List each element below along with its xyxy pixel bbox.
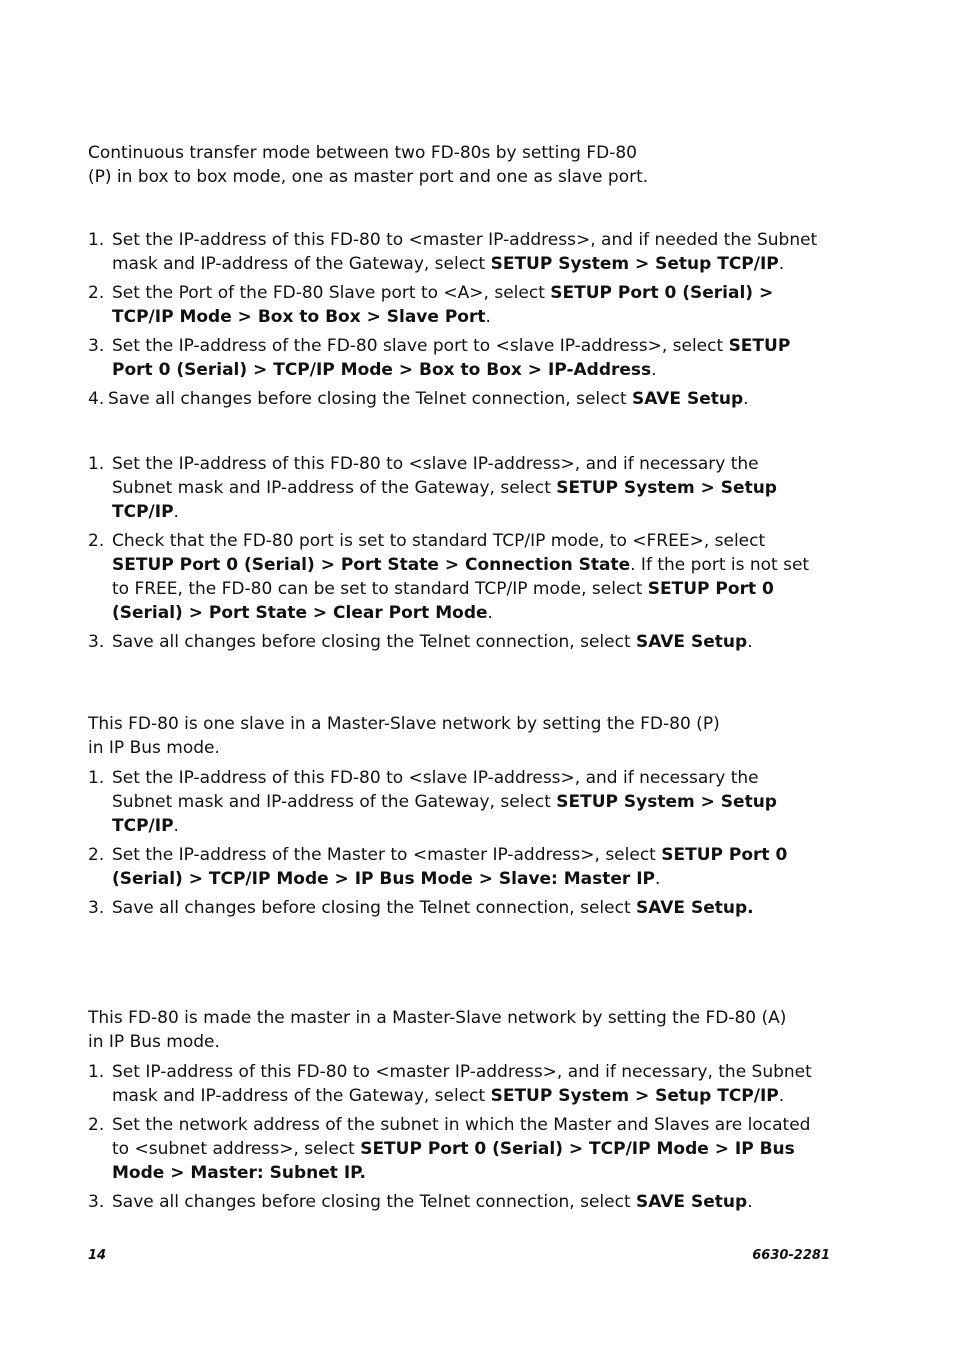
step-number: 3. xyxy=(88,336,105,356)
list-item: 4. Save all changes before closing the Telnet connection, select SAVE Setup. xyxy=(88,389,749,409)
section4-steps xyxy=(88,1060,823,1219)
section1-intro-line1: Continuous transfer mode between two FD-80s by setting FD-80 xyxy=(88,143,637,163)
section4-intro-line1: This FD-80 is made the master in a Master-Slave network by setting the FD-80 (A) xyxy=(88,1008,787,1028)
list-item: 2. Set the IP-address of the Master to <master IP-address>, select SETUP Port 0 (Serial) > TCP/IP Mode > IP Bus Mode > Slave: Master IP. xyxy=(88,845,788,889)
section2-steps xyxy=(88,452,823,659)
step-number: 2. xyxy=(88,531,105,551)
list-item: 1. Set IP-address of this FD-80 to <master IP-address>, and if necessary, the Subnet mask and IP-address of the Gateway, select SETUP System > Setup TCP/IP. xyxy=(88,1062,812,1106)
section3-intro-line1: This FD-80 is one slave in a Master-Slave network by setting the FD-80 (P) xyxy=(88,714,720,734)
step-number: 3. xyxy=(88,898,105,918)
page-number: 14 xyxy=(88,1248,107,1263)
section1-intro-line2: (P) in box to box mode, one as master port and one as slave port. xyxy=(88,167,649,187)
step-number: 4. xyxy=(88,389,105,409)
list-item: 2. Check that the FD-80 port is set to standard TCP/IP mode, to <FREE>, select SETUP Port 0 (Serial) > Port State > Connection State. If the port is not set to FREE, the FD-80 can be set to standard TCP/IP mode, select SETUP Port 0 (Serial) > Port State > Clear Port Mode. xyxy=(88,531,810,623)
section4-intro-line2: in IP Bus mode. xyxy=(88,1032,220,1052)
step-number: 3. xyxy=(88,632,105,652)
section1-intro xyxy=(88,141,648,189)
step-number: 2. xyxy=(88,1115,105,1135)
step-number: 1. xyxy=(88,230,105,250)
section4-intro xyxy=(88,1006,786,1054)
list-item: 3. Save all changes before closing the Telnet connection, select SAVE Setup. xyxy=(88,1192,753,1212)
list-item: 3. Save all changes before closing the Telnet connection, select SAVE Setup. xyxy=(88,632,753,652)
section3-steps xyxy=(88,766,823,925)
list-item: 1. Set the IP-address of this FD-80 to <slave IP-address>, and if necessary the Subnet mask and IP-address of the Gateway, select SETUP System > Setup TCP/IP. xyxy=(88,768,777,836)
step-number: 1. xyxy=(88,768,105,788)
section1-steps xyxy=(88,228,823,416)
section3-intro xyxy=(88,712,720,760)
step-number: 3. xyxy=(88,1192,105,1212)
step-number: 1. xyxy=(88,1062,105,1082)
list-item: 3. Save all changes before closing the Telnet connection, select SAVE Setup. xyxy=(88,898,754,918)
document-number: 6630-2281 xyxy=(752,1248,830,1263)
step-number: 2. xyxy=(88,283,105,303)
step-number: 2. xyxy=(88,845,105,865)
list-item: 3. Set the IP-address of the FD-80 slave port to <slave IP-address>, select SETUP Port 0 (Serial) > TCP/IP Mode > Box to Box > IP-Address. xyxy=(88,336,791,380)
list-item: 1. Set the IP-address of this FD-80 to <master IP-address>, and if needed the Subnet mask and IP-address of the Gateway, select SETUP System > Setup TCP/IP. xyxy=(88,230,818,274)
list-item: 1. Set the IP-address of this FD-80 to <slave IP-address>, and if necessary the Subnet mask and IP-address of the Gateway, select SETUP System > Setup TCP/IP. xyxy=(88,454,777,522)
list-item: 2. Set the Port of the FD-80 Slave port to <A>, select SETUP Port 0 (Serial) > TCP/IP Mode > Box to Box > Slave Port. xyxy=(88,283,774,327)
list-item: 2. Set the network address of the subnet in which the Master and Slaves are located to <subnet address>, select SETUP Port 0 (Serial) > TCP/IP Mode > IP Bus Mode > Master: Subnet IP. xyxy=(88,1115,811,1183)
section3-intro-line2: in IP Bus mode. xyxy=(88,738,220,758)
step-number: 1. xyxy=(88,454,105,474)
